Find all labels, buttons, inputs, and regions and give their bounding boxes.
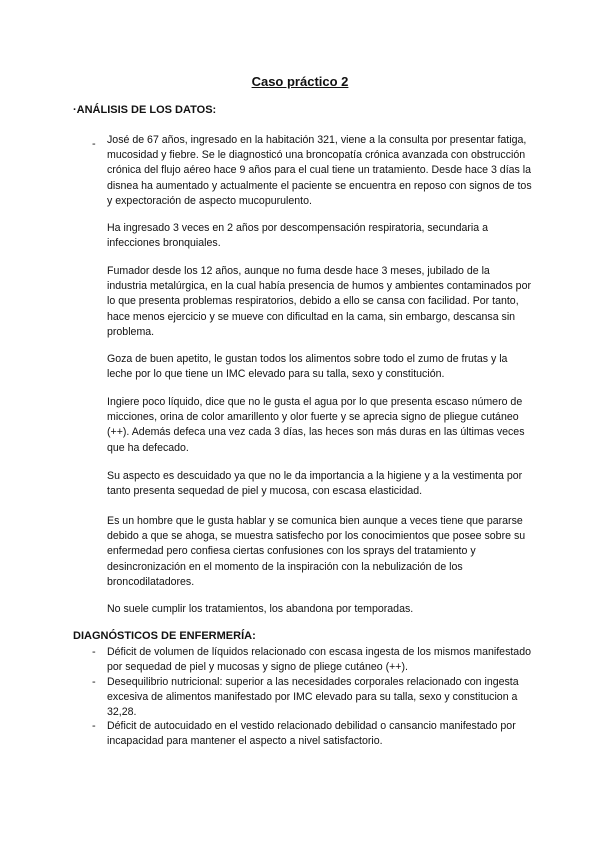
diagnosis-item: Desequilibrio nutricional: superior a las necesidades corporales relacionado con ingesta excesiva de alimentos manifestado por IMC elevado para su talla, sexo y constitucion a 32,28. — [107, 676, 519, 719]
paragraph-patient-intro: José de 67 años, ingresado en la habitación 321, viene a la consulta por presentar fatiga, mucosidad y fiebre. Se le diagnosticó una broncopatía crónica avanzada con obstrucción crónica del flujo aéreo hace 9 años para el cual tiene un tratamiento. Desde hace 3 días la disnea ha aumentado y actualmente el paciente se encuentra en reposo con signos de tos y expectoración de aspecto mucopurulento. — [107, 134, 532, 207]
paragraph-elimination: Ingiere poco líquido, dice que no le gusta el agua por lo que presenta escaso número de micciones, orina de color amarillento y olor fuerte y se aprecia signo de pliegue cutáneo (++). Además defeca una vez cada 3 días, las heces son más duras en las últimas veces que ha defecado. — [107, 396, 525, 454]
paragraph-nutrition: Goza de buen apetito, le gustan todos los alimentos sobre todo el zumo de frutas y la leche por lo que tiene un IMC elevado para su talla, sexo y constitución. — [107, 353, 508, 381]
list-bullet: - — [92, 646, 96, 658]
paragraph-communication: Es un hombre que le gusta hablar y se comunica bien aunque a veces tiene que pararse debido a que se ahoga, se muestra satisfecho por los conocimientos que posee sobre su enfermedad pero confiesa ciertas confusiones con los sprays del tratamiento y desincronización en el momento de la inspiración con la nebulización de los broncodilatadores. — [107, 515, 526, 588]
paragraph-hygiene: Su aspecto es descuidado ya que no le da importancia a la higiene y a la vestimenta por tanto presenta sequedad de piel y mucosa, con escasa elasticidad. — [107, 470, 523, 498]
paragraph-smoker-history: Fumador desde los 12 años, aunque no fuma desde hace 3 meses, jubilado de la industria metalúrgica, en la cual había presencia de humos y ambientes contaminados por lo que presenta problemas respiratorios, debido a ello se cansa con facilidad. Por tanto, hace menos ejercicio y se mueve con dificultad en la cama, sin embargo, descansa sin problema. — [107, 265, 531, 338]
section-heading-analisis: ·ANÁLISIS DE LOS DATOS: — [73, 104, 217, 116]
list-bullet: - — [92, 138, 96, 150]
list-bullet: - — [92, 720, 96, 732]
paragraph-adherence: No suele cumplir los tratamientos, los abandona por temporadas. — [107, 603, 414, 615]
diagnosis-item: Déficit de autocuidado en el vestido relacionado debilidad o cansancio manifestado por incapacidad para mantener el aspecto a nivel satisfactorio. — [107, 720, 516, 748]
list-bullet: - — [92, 676, 96, 688]
section-heading-diagnosticos: DIAGNÓSTICOS DE ENFERMERÍA: — [73, 630, 256, 642]
diagnosis-item: Déficit de volumen de líquidos relacionado con escasa ingesta de los mismos manifestado por sequedad de piel y mucosas y signo de pliege cutáneo (++). — [107, 646, 531, 674]
paragraph-admissions: Ha ingresado 3 veces en 2 años por descompensación respiratoria, secundaria a infecciones bronquiales. — [107, 222, 489, 250]
document-title: Caso práctico 2 — [251, 74, 349, 89]
